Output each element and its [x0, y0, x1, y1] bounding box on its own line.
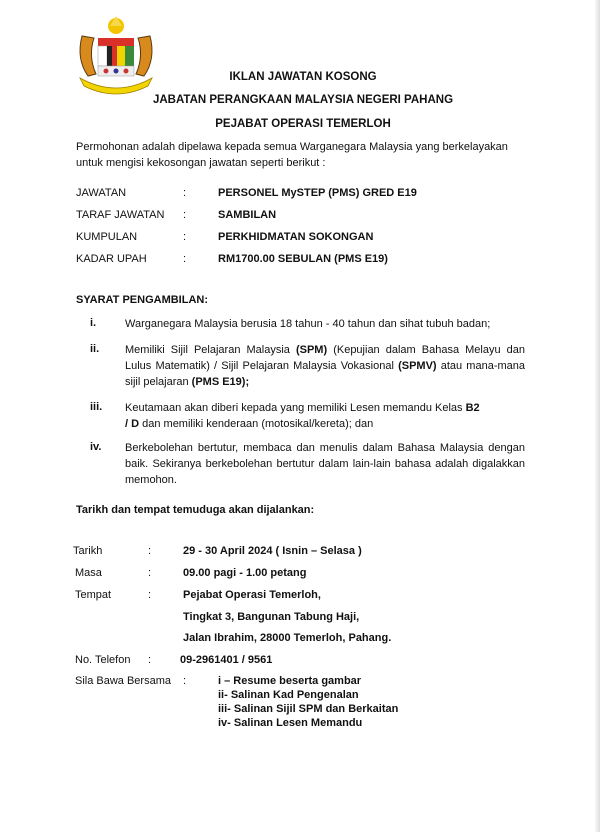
date-label: Tarikh — [73, 545, 103, 557]
requirement-marker: ii. — [90, 343, 100, 355]
requirement-text-part: (PMS E19); — [191, 376, 250, 388]
bring-item: i – Resume beserta gambar — [218, 675, 362, 687]
time-label: Masa — [75, 567, 102, 579]
interview-date: 29 - 30 April 2024 ( Isnin – Selasa ) — [183, 545, 362, 557]
colon: : — [148, 545, 152, 557]
detail-value: PERSONEL MySTEP (PMS) GRED E19 — [218, 187, 417, 199]
requirement-marker: i. — [90, 317, 97, 329]
colon: : — [183, 675, 187, 687]
colon: : — [148, 589, 152, 601]
colon: : — [183, 253, 187, 265]
phone-number: 09-2961401 / 9561 — [180, 654, 273, 666]
intro-text: Permohonan adalah dipelawa kepada semua Warganegara Malaysia yang berkelayakan untuk mengisi kekosongan jawatan seperti berikut : — [76, 141, 508, 169]
place-label: Tempat — [75, 589, 112, 601]
detail-label: KUMPULAN — [76, 231, 138, 243]
detail-label: TARAF JAWATAN — [76, 209, 165, 221]
requirement-text-part: Memiliki Sijil Pelajaran Malaysia — [125, 344, 296, 356]
title-vacancy: IKLAN JAWATAN KOSONG — [229, 71, 377, 83]
requirement-text — [125, 440, 525, 488]
colon: : — [148, 567, 152, 579]
requirement-text — [125, 400, 485, 432]
requirement-text-part: Keutamaan akan diberi kepada yang memiliki Lesen memandu Kelas — [125, 402, 466, 414]
title-office: PEJABAT OPERASI TEMERLOH — [215, 118, 391, 130]
place-line: Pejabat Operasi Temerloh, — [183, 589, 321, 601]
detail-value: SAMBILAN — [218, 209, 277, 221]
interview-time: 09.00 pagi - 1.00 petang — [183, 567, 307, 579]
requirement-text-part: atau mana-mana sijil pelajaran — [125, 360, 526, 388]
coat-of-arms-logo — [74, 14, 158, 98]
detail-value: PERKHIDMATAN SOKONGAN — [218, 231, 374, 243]
requirement-text-part: Warganegara Malaysia berusia 18 tahun - 40 tahun dan sihat tubuh badan; — [125, 318, 491, 330]
place-line: Jalan Ibrahim, 28000 Temerloh, Pahang. — [183, 632, 392, 644]
detail-label: KADAR UPAH — [76, 253, 147, 265]
title-department: JABATAN PERANGKAAN MALAYSIA NEGERI PAHANG — [152, 94, 454, 106]
colon: : — [183, 209, 187, 221]
requirement-text — [125, 316, 525, 332]
requirement-text-part: B2 / D — [125, 402, 480, 430]
detail-label: JAWATAN — [76, 187, 127, 199]
colon: : — [183, 231, 187, 243]
colon: : — [148, 654, 152, 666]
bring-item: iv- Salinan Lesen Memandu — [218, 717, 363, 729]
requirement-text-part: (SPMV) — [398, 360, 437, 372]
bring-item: ii- Salinan Kad Pengenalan — [218, 689, 359, 701]
bring-label: Sila Bawa Bersama — [75, 675, 171, 687]
requirement-text-part: Berkebolehan bertutur, membaca dan menulis dalam Bahasa Malaysia dengan baik. Sekiranya berkebolehan bertutur dalam lain-lain bahasa adalah digalakkan memohon. — [125, 442, 525, 486]
colon: : — [183, 187, 187, 199]
requirement-marker: iv. — [90, 441, 102, 453]
requirement-text-part: dan memiliki kenderaan (motosikal/kereta); dan — [139, 418, 374, 430]
requirements-heading: SYARAT PENGAMBILAN: — [76, 294, 209, 306]
phone-label: No. Telefon — [75, 654, 131, 666]
requirement-text — [125, 342, 525, 390]
detail-value: RM1700.00 SEBULAN (PMS E19) — [218, 253, 388, 265]
requirement-text-part: (Kepujian dalam Bahasa Melayu dan Lulus Matematik) / Sijil Pelajaran Malaysia Vokasional — [125, 344, 526, 372]
place-line: Tingkat 3, Bangunan Tabung Haji, — [183, 611, 360, 623]
requirement-marker: iii. — [90, 401, 103, 413]
interview-heading: Tarikh dan tempat temuduga akan dijalankan: — [76, 504, 315, 516]
bring-item: iii- Salinan Sijil SPM dan Berkaitan — [218, 703, 399, 715]
requirement-text-part: (SPM) — [295, 344, 328, 356]
